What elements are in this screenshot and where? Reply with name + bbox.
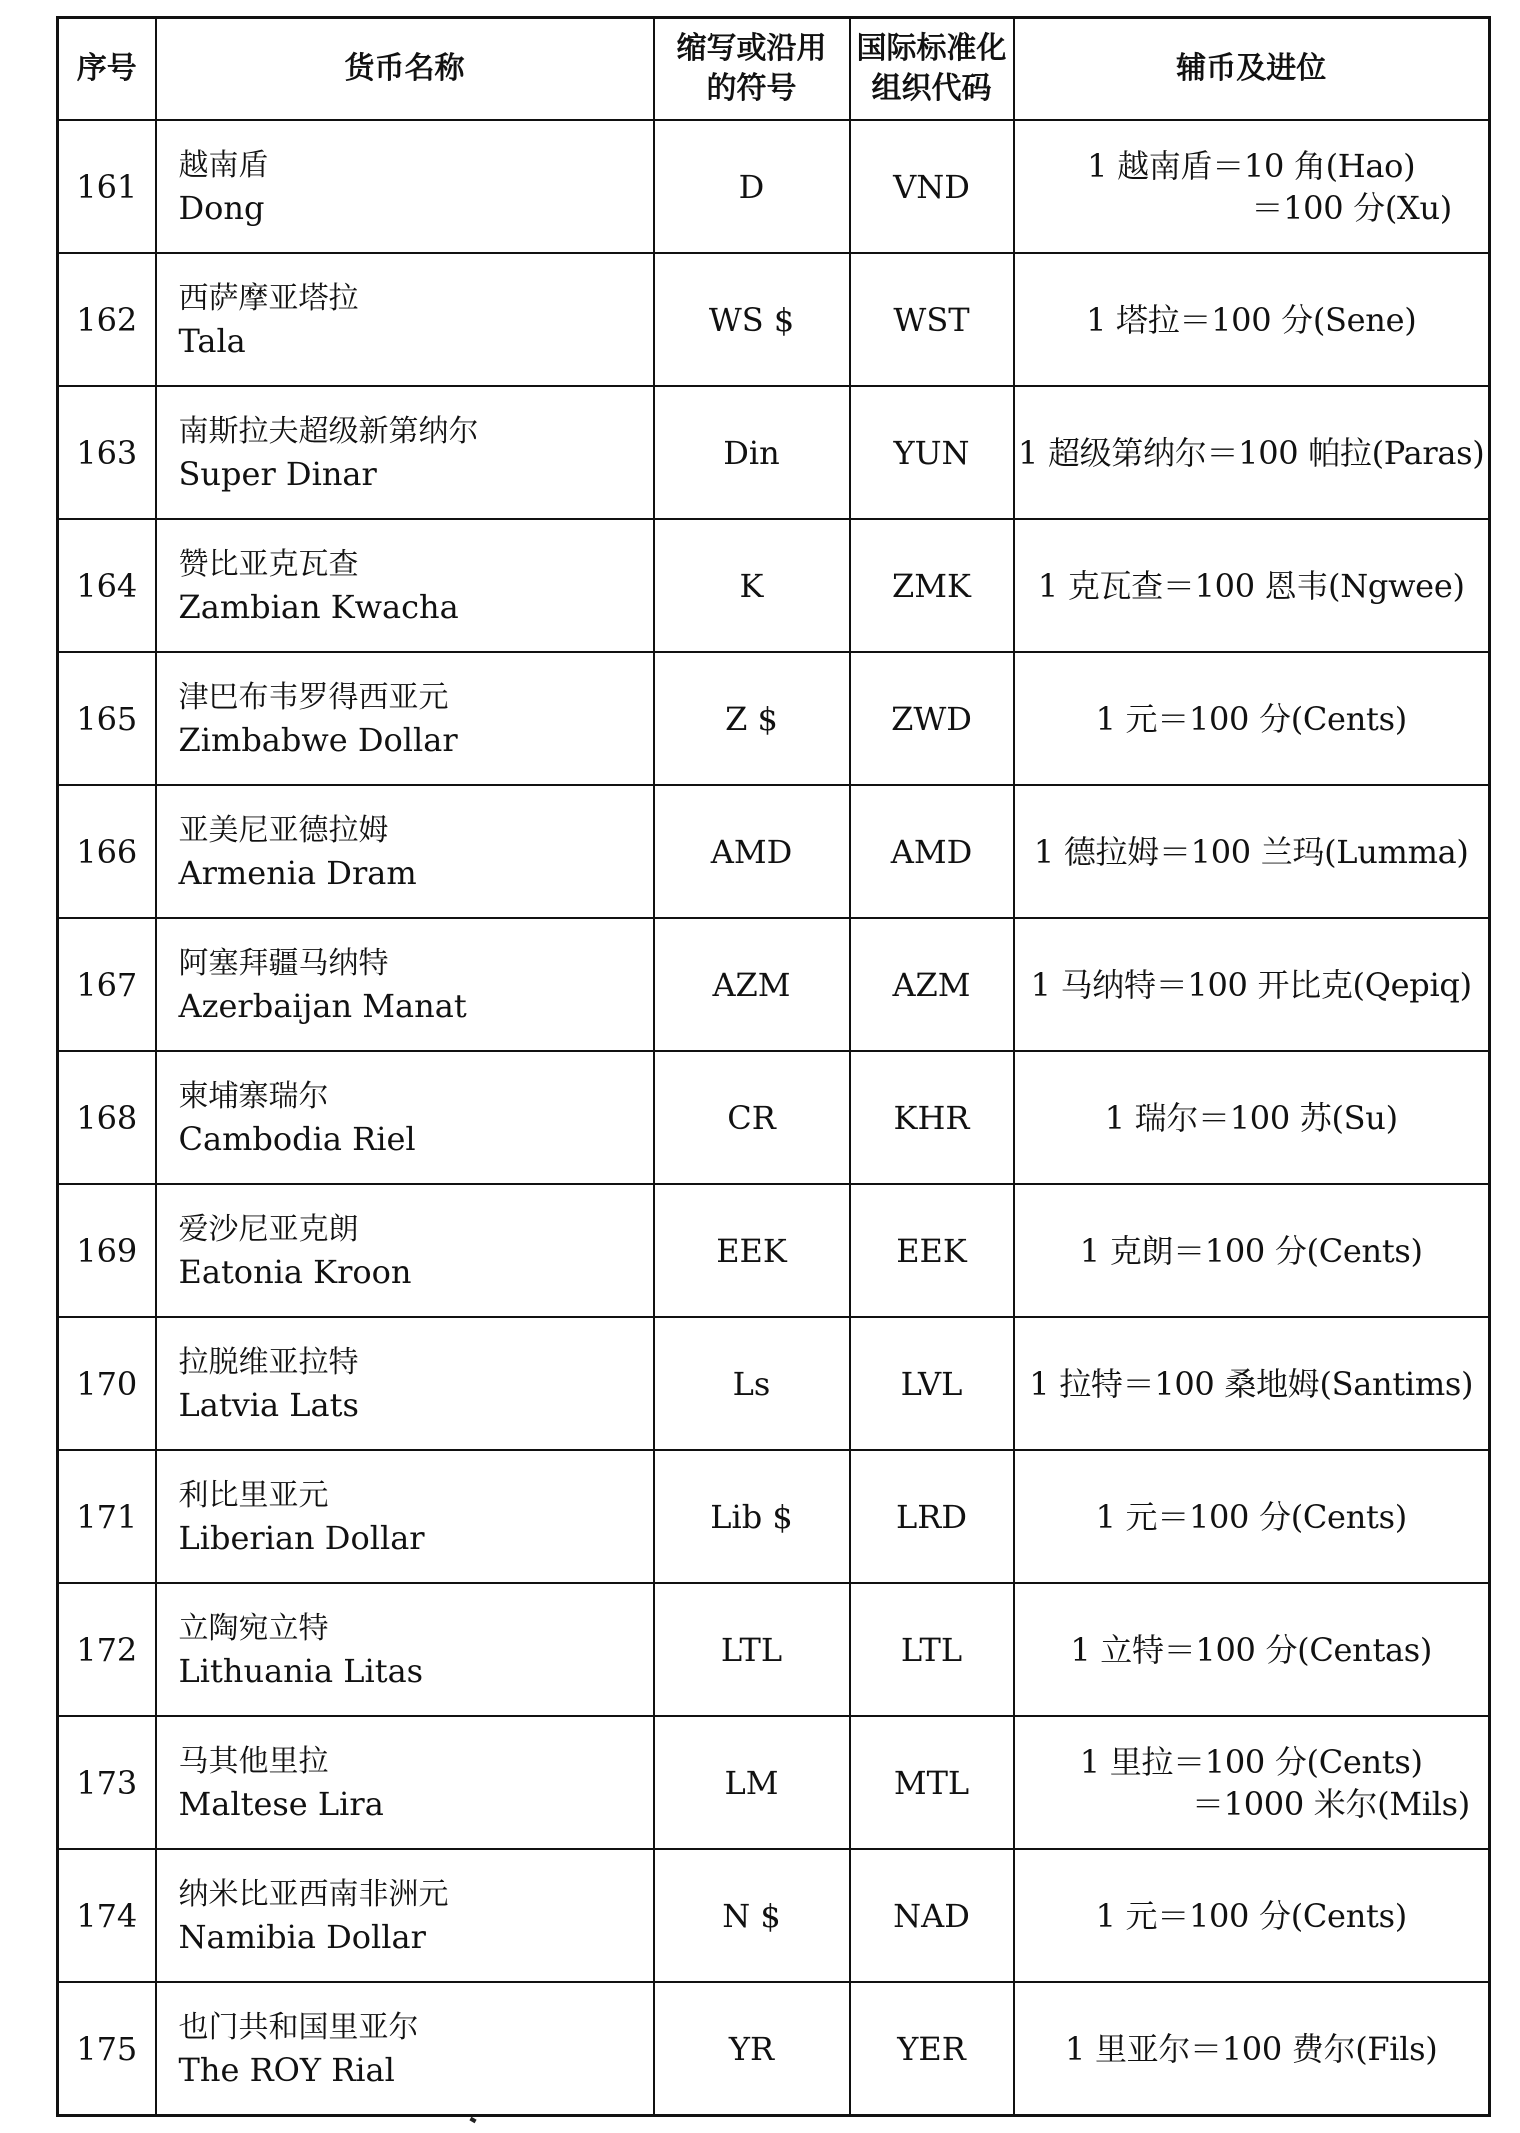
table-row bbox=[58, 1450, 1490, 1583]
subunit-line-1: 1 元＝100 分(Cents) bbox=[1095, 1896, 1407, 1935]
currency-name-chinese: 亚美尼亚德拉姆 bbox=[178, 812, 389, 848]
subunit-line-1: 1 瑞尔＝100 苏(Su) bbox=[1104, 1098, 1398, 1137]
table-row bbox=[58, 785, 1490, 918]
abbreviation-symbol: Din bbox=[654, 386, 850, 519]
subunit-line-1: 1 塔拉＝100 分(Sene) bbox=[1086, 300, 1417, 339]
currency-name-english: Maltese Lira bbox=[178, 1784, 384, 1823]
header-abbr-line1: 缩写或沿用 bbox=[676, 31, 827, 66]
table-row bbox=[58, 652, 1490, 785]
row-number: 166 bbox=[58, 785, 156, 918]
table-body bbox=[58, 120, 1490, 2116]
abbreviation-symbol: CR bbox=[654, 1051, 850, 1184]
currency-name-cell bbox=[156, 1982, 654, 2116]
iso-code: WST bbox=[850, 253, 1014, 386]
table-row bbox=[58, 1982, 1490, 2116]
currency-name-english: Zambian Kwacha bbox=[178, 587, 459, 626]
row-number: 163 bbox=[58, 386, 156, 519]
currency-name-cell bbox=[156, 1716, 654, 1849]
abbreviation-symbol: K bbox=[654, 519, 850, 652]
iso-code: EEK bbox=[850, 1184, 1014, 1317]
currency-name-english: Armenia Dram bbox=[178, 853, 417, 892]
currency-name-chinese: 马其他里拉 bbox=[178, 1743, 329, 1779]
currency-name-cell bbox=[156, 1317, 654, 1450]
iso-code: ZMK bbox=[850, 519, 1014, 652]
table-row bbox=[58, 1849, 1490, 1982]
table-row bbox=[58, 519, 1490, 652]
document-page bbox=[56, 16, 1488, 2117]
iso-code: ZWD bbox=[850, 652, 1014, 785]
iso-code: YER bbox=[850, 1982, 1014, 2116]
table-row bbox=[58, 1317, 1490, 1450]
iso-code: LVL bbox=[850, 1317, 1014, 1450]
table-header bbox=[58, 18, 1490, 121]
subunit-conversion bbox=[1014, 120, 1490, 253]
header-iso-line1: 国际标准化 bbox=[856, 31, 1007, 66]
currency-name-english: Latvia Lats bbox=[178, 1385, 359, 1424]
iso-code: LRD bbox=[850, 1450, 1014, 1583]
header-no: 序号 bbox=[58, 18, 156, 121]
subunit-conversion bbox=[1014, 519, 1490, 652]
currency-name-chinese: 利比里亚元 bbox=[178, 1477, 329, 1513]
currency-name-chinese: 爱沙尼亚克朗 bbox=[178, 1211, 359, 1247]
iso-code: LTL bbox=[850, 1583, 1014, 1716]
abbreviation-symbol: EEK bbox=[654, 1184, 850, 1317]
abbreviation-symbol: LM bbox=[654, 1716, 850, 1849]
iso-code: VND bbox=[850, 120, 1014, 253]
iso-code: MTL bbox=[850, 1716, 1014, 1849]
subunit-line-1: 1 马纳特＝100 开比克(Qepiq) bbox=[1030, 965, 1472, 1004]
subunit-line-1: 1 里亚尔＝100 费尔(Fils) bbox=[1065, 2029, 1438, 2068]
row-number: 168 bbox=[58, 1051, 156, 1184]
subunit-line-1: 1 元＝100 分(Cents) bbox=[1095, 699, 1407, 738]
header-row bbox=[58, 18, 1490, 121]
currency-name-english: Zimbabwe Dollar bbox=[178, 720, 458, 759]
subunit-line-1: 1 越南盾＝10 角(Hao) bbox=[1087, 146, 1416, 185]
table-row bbox=[58, 1716, 1490, 1849]
abbreviation-symbol: Z $ bbox=[654, 652, 850, 785]
header-name: 货币名称 bbox=[156, 18, 654, 121]
header-iso bbox=[850, 18, 1014, 121]
currency-name-cell bbox=[156, 253, 654, 386]
currency-name-cell bbox=[156, 1583, 654, 1716]
subunit-conversion bbox=[1014, 1982, 1490, 2116]
currency-name-cell bbox=[156, 652, 654, 785]
currency-name-chinese: 阿塞拜疆马纳特 bbox=[178, 945, 389, 981]
subunit-conversion bbox=[1014, 652, 1490, 785]
abbreviation-symbol: LTL bbox=[654, 1583, 850, 1716]
subunit-conversion bbox=[1014, 1450, 1490, 1583]
currency-name-english: Tala bbox=[178, 321, 246, 360]
subunit-conversion bbox=[1014, 1716, 1490, 1849]
subunit-line-1: 1 克瓦查＝100 恩韦(Ngwee) bbox=[1037, 566, 1465, 605]
iso-code: YUN bbox=[850, 386, 1014, 519]
currency-name-chinese: 西萨摩亚塔拉 bbox=[178, 280, 359, 316]
row-number: 170 bbox=[58, 1317, 156, 1450]
currency-name-chinese: 津巴布韦罗得西亚元 bbox=[178, 679, 449, 715]
row-number: 175 bbox=[58, 1982, 156, 2116]
currency-name-cell bbox=[156, 1184, 654, 1317]
abbreviation-symbol: N $ bbox=[654, 1849, 850, 1982]
currency-name-cell bbox=[156, 918, 654, 1051]
row-number: 172 bbox=[58, 1583, 156, 1716]
scan-artifact bbox=[469, 2117, 476, 2123]
currency-name-chinese: 拉脱维亚拉特 bbox=[178, 1344, 359, 1380]
currency-name-english: Azerbaijan Manat bbox=[178, 986, 467, 1025]
currency-name-english: The ROY Rial bbox=[178, 2050, 395, 2089]
currency-name-cell bbox=[156, 1450, 654, 1583]
currency-name-english: Cambodia Riel bbox=[178, 1119, 416, 1158]
currency-name-chinese: 南斯拉夫超级新第纳尔 bbox=[178, 413, 479, 449]
row-number: 161 bbox=[58, 120, 156, 253]
currency-name-english: Dong bbox=[178, 188, 265, 227]
currency-name-english: Lithuania Litas bbox=[178, 1651, 424, 1690]
subunit-conversion bbox=[1014, 1849, 1490, 1982]
abbreviation-symbol: Lib $ bbox=[654, 1450, 850, 1583]
subunit-line-1: 1 德拉姆＝100 兰玛(Lumma) bbox=[1033, 832, 1469, 871]
header-subunit: 辅币及进位 bbox=[1014, 18, 1490, 121]
currency-name-chinese: 纳米比亚西南非洲元 bbox=[178, 1876, 449, 1912]
table-row bbox=[58, 1184, 1490, 1317]
subunit-line-1: 1 元＝100 分(Cents) bbox=[1095, 1497, 1407, 1536]
abbreviation-symbol: D bbox=[654, 120, 850, 253]
abbreviation-symbol: YR bbox=[654, 1982, 850, 2116]
abbreviation-symbol: AZM bbox=[654, 918, 850, 1051]
table-row bbox=[58, 386, 1490, 519]
currency-name-english: Super Dinar bbox=[178, 454, 377, 493]
abbreviation-symbol: Ls bbox=[654, 1317, 850, 1450]
row-number: 169 bbox=[58, 1184, 156, 1317]
abbreviation-symbol: AMD bbox=[654, 785, 850, 918]
table-row bbox=[58, 120, 1490, 253]
subunit-conversion bbox=[1014, 785, 1490, 918]
subunit-line-1: 1 里拉＝100 分(Cents) bbox=[1079, 1742, 1423, 1781]
header-iso-line2: 组织代码 bbox=[871, 71, 992, 106]
row-number: 162 bbox=[58, 253, 156, 386]
abbreviation-symbol: WS $ bbox=[654, 253, 850, 386]
row-number: 173 bbox=[58, 1716, 156, 1849]
currency-name-cell bbox=[156, 120, 654, 253]
row-number: 171 bbox=[58, 1450, 156, 1583]
currency-name-english: Liberian Dollar bbox=[178, 1518, 425, 1557]
subunit-line-1: 1 立特＝100 分(Centas) bbox=[1070, 1630, 1433, 1669]
subunit-line-2: ＝100 分(Xu) bbox=[1251, 188, 1452, 227]
currency-name-chinese: 越南盾 bbox=[178, 147, 269, 183]
header-abbr-line2: 的符号 bbox=[706, 71, 797, 106]
currency-name-english: Eatonia Kroon bbox=[178, 1252, 412, 1291]
iso-code: AZM bbox=[850, 918, 1014, 1051]
currency-name-cell bbox=[156, 785, 654, 918]
currency-table bbox=[56, 16, 1491, 2117]
row-number: 174 bbox=[58, 1849, 156, 1982]
iso-code: NAD bbox=[850, 1849, 1014, 1982]
currency-name-cell bbox=[156, 1849, 654, 1982]
subunit-conversion bbox=[1014, 1583, 1490, 1716]
subunit-conversion bbox=[1014, 386, 1490, 519]
row-number: 164 bbox=[58, 519, 156, 652]
iso-code: AMD bbox=[850, 785, 1014, 918]
table-row bbox=[58, 918, 1490, 1051]
subunit-line-1: 1 克朗＝100 分(Cents) bbox=[1079, 1231, 1423, 1270]
currency-name-chinese: 也门共和国里亚尔 bbox=[178, 2009, 419, 2045]
subunit-conversion bbox=[1014, 1051, 1490, 1184]
currency-name-chinese: 柬埔寨瑞尔 bbox=[178, 1078, 329, 1114]
subunit-conversion bbox=[1014, 1317, 1490, 1450]
currency-name-chinese: 赞比亚克瓦查 bbox=[178, 546, 359, 582]
subunit-line-1: 1 拉特＝100 桑地姆(Santims) bbox=[1029, 1364, 1474, 1403]
header-abbr bbox=[654, 18, 850, 121]
subunit-conversion bbox=[1014, 918, 1490, 1051]
currency-name-cell bbox=[156, 1051, 654, 1184]
table-row bbox=[58, 253, 1490, 386]
row-number: 165 bbox=[58, 652, 156, 785]
row-number: 167 bbox=[58, 918, 156, 1051]
currency-name-cell bbox=[156, 519, 654, 652]
table-row bbox=[58, 1051, 1490, 1184]
currency-name-chinese: 立陶宛立特 bbox=[178, 1610, 329, 1646]
iso-code: KHR bbox=[850, 1051, 1014, 1184]
currency-name-english: Namibia Dollar bbox=[178, 1917, 426, 1956]
table-row bbox=[58, 1583, 1490, 1716]
subunit-conversion bbox=[1014, 1184, 1490, 1317]
currency-name-cell bbox=[156, 386, 654, 519]
subunit-line-2: ＝1000 米尔(Mils) bbox=[1191, 1784, 1470, 1823]
subunit-line-1: 1 超级第纳尔＝100 帕拉(Paras) bbox=[1018, 433, 1485, 472]
subunit-conversion bbox=[1014, 253, 1490, 386]
